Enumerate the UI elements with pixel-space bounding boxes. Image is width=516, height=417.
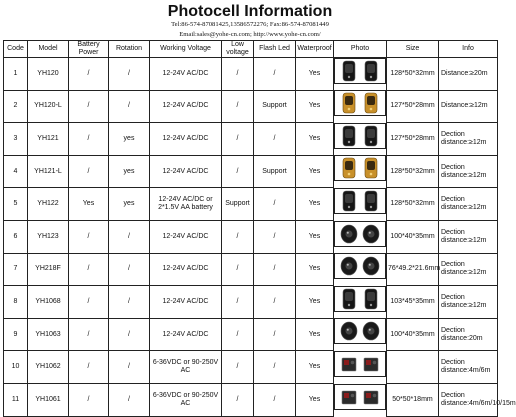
- cell-model: YH120-L: [28, 90, 69, 123]
- cell-low-voltage: /: [222, 253, 254, 286]
- table-row: [4, 155, 498, 188]
- cell-model: YH1062: [28, 351, 69, 384]
- cell-low-voltage: Support: [222, 188, 254, 221]
- cell-size: 50*50*18mm: [387, 384, 439, 417]
- sensor-receiver-icon: [361, 319, 381, 343]
- cell-model: YH123: [28, 221, 69, 254]
- cell-code: 9: [4, 318, 28, 351]
- cell-photo: [334, 286, 386, 312]
- sensor-transmitter-icon: [339, 59, 359, 83]
- sensor-receiver-icon: [361, 385, 381, 409]
- cell-photo: [334, 253, 386, 279]
- cell-photo: [334, 123, 386, 149]
- cell-size: 100*40*35mm: [387, 318, 439, 351]
- cell-working-voltage: 12-24V AC/DC: [150, 318, 222, 351]
- cell-rotation: /: [109, 351, 150, 384]
- cell-code: 7: [4, 253, 28, 286]
- cell-low-voltage: /: [222, 286, 254, 319]
- photo-image: [339, 287, 381, 311]
- cell-model: YH120: [28, 58, 69, 91]
- sensor-receiver-icon: [361, 287, 381, 311]
- cell-battery-power: /: [69, 384, 109, 417]
- sensor-transmitter-icon: [339, 156, 359, 180]
- column-header-size: Size: [387, 41, 439, 58]
- sensor-transmitter-icon: [339, 189, 359, 213]
- column-header-code: Code: [4, 41, 28, 58]
- table-row: [4, 384, 498, 417]
- cell-model: YH218F: [28, 253, 69, 286]
- sensor-transmitter-icon: [339, 319, 359, 343]
- column-header-info: Info: [439, 41, 498, 58]
- cell-flash-led: /: [254, 318, 296, 351]
- cell-rotation: /: [109, 90, 150, 123]
- cell-flash-led: /: [254, 384, 296, 417]
- sensor-receiver-icon: [361, 189, 381, 213]
- contact-email-line: Email:sales@yohe-cn.com; http://www.yohe-cn.com/: [179, 31, 321, 38]
- sensor-receiver-icon: [361, 156, 381, 180]
- cell-working-voltage: 12-24V AC/DC: [150, 253, 222, 286]
- cell-info: Dection distance:4m/6m/10/15m: [439, 384, 498, 417]
- photo-image: [339, 319, 381, 343]
- cell-waterproof: Yes: [296, 90, 334, 123]
- cell-info: Distance:≥12m: [439, 90, 498, 123]
- cell-code: 10: [4, 351, 28, 384]
- cell-waterproof: Yes: [296, 123, 334, 156]
- sensor-receiver-icon: [361, 59, 381, 83]
- column-header-rotation: Rotation: [109, 41, 150, 58]
- cell-photo: [334, 384, 386, 410]
- cell-rotation: /: [109, 286, 150, 319]
- cell-info: Dection distance:≥12m: [439, 123, 498, 156]
- sensor-receiver-icon: [361, 222, 381, 246]
- cell-low-voltage: /: [222, 351, 254, 384]
- cell-info: Distance:≥20m: [439, 58, 498, 91]
- cell-rotation: /: [109, 384, 150, 417]
- table-row: [4, 351, 498, 384]
- cell-waterproof: Yes: [296, 384, 334, 417]
- cell-size: 100*40*35mm: [387, 221, 439, 254]
- cell-flash-led: Support: [254, 155, 296, 188]
- cell-model: YH1063: [28, 318, 69, 351]
- cell-code: 6: [4, 221, 28, 254]
- cell-photo: [334, 58, 386, 84]
- cell-size: 127*50*28mm: [387, 123, 439, 156]
- cell-waterproof: Yes: [296, 318, 334, 351]
- cell-working-voltage: 6-36VDC or 90-250V AC: [150, 351, 222, 384]
- cell-low-voltage: /: [222, 155, 254, 188]
- cell-low-voltage: /: [222, 318, 254, 351]
- column-header-photo: Photo: [334, 41, 387, 58]
- cell-size: 76*49.2*21.6mm: [387, 253, 439, 286]
- cell-waterproof: Yes: [296, 58, 334, 91]
- column-header-battery-power: Battery Power: [69, 41, 109, 58]
- table-row: [4, 253, 498, 286]
- cell-info: Dection distance:≥12m: [439, 188, 498, 221]
- sensor-transmitter-icon: [339, 352, 359, 376]
- contact-phone-line: Tel:86-574-87081425,13586572276; Fax:86-574-87081449: [171, 21, 329, 28]
- cell-photo: [334, 221, 386, 247]
- sensor-transmitter-icon: [339, 287, 359, 311]
- cell-low-voltage: /: [222, 90, 254, 123]
- cell-info: Dection distance:20m: [439, 318, 498, 351]
- cell-model: YH121-L: [28, 155, 69, 188]
- photo-image: [339, 59, 381, 83]
- cell-flash-led: /: [254, 123, 296, 156]
- cell-rotation: /: [109, 318, 150, 351]
- cell-rotation: /: [109, 58, 150, 91]
- cell-rotation: /: [109, 221, 150, 254]
- cell-waterproof: Yes: [296, 286, 334, 319]
- photo-image: [339, 254, 381, 278]
- column-header-working-voltage: Working Voltage: [150, 41, 222, 58]
- cell-waterproof: Yes: [296, 188, 334, 221]
- cell-battery-power: /: [69, 155, 109, 188]
- cell-battery-power: /: [69, 318, 109, 351]
- column-header-waterproof: Waterproof: [296, 41, 334, 58]
- cell-info: Dection distance:≥12m: [439, 155, 498, 188]
- table-row: [4, 221, 498, 254]
- cell-size: 128*50*32mm: [387, 155, 439, 188]
- table-header-row: [4, 41, 498, 58]
- cell-model: YH1068: [28, 286, 69, 319]
- sensor-transmitter-icon: [339, 385, 359, 409]
- table-row: [4, 123, 498, 156]
- cell-working-voltage: 12-24V AC/DC: [150, 286, 222, 319]
- cell-code: 3: [4, 123, 28, 156]
- sensor-transmitter-icon: [339, 124, 359, 148]
- cell-flash-led: /: [254, 188, 296, 221]
- sensor-transmitter-icon: [339, 222, 359, 246]
- photo-image: [339, 385, 381, 409]
- photo-image: [339, 124, 381, 148]
- sensor-transmitter-icon: [339, 254, 359, 278]
- cell-size: 127*50*28mm: [387, 90, 439, 123]
- column-header-flash-led: Flash Led: [254, 41, 296, 58]
- photocell-table: [3, 40, 516, 417]
- photo-image: [339, 91, 381, 115]
- cell-working-voltage: 12-24V AC/DC or 2*1.5V AA battery: [150, 188, 222, 221]
- cell-photo: [334, 90, 386, 116]
- cell-waterproof: Yes: [296, 155, 334, 188]
- table-row: [4, 318, 498, 351]
- cell-low-voltage: /: [222, 221, 254, 254]
- cell-photo: [334, 318, 386, 344]
- cell-rotation: yes: [109, 123, 150, 156]
- table-row: [4, 90, 498, 123]
- cell-flash-led: /: [254, 351, 296, 384]
- sensor-receiver-icon: [361, 91, 381, 115]
- cell-waterproof: Yes: [296, 351, 334, 384]
- cell-battery-power: Yes: [69, 188, 109, 221]
- cell-low-voltage: /: [222, 58, 254, 91]
- cell-working-voltage: 12-24V AC/DC: [150, 90, 222, 123]
- cell-code: 2: [4, 90, 28, 123]
- photo-image: [339, 156, 381, 180]
- cell-battery-power: /: [69, 286, 109, 319]
- cell-flash-led: /: [254, 286, 296, 319]
- cell-code: 8: [4, 286, 28, 319]
- table-row: [4, 286, 498, 319]
- cell-code: 11: [4, 384, 28, 417]
- page-title: Photocell Information: [167, 3, 333, 20]
- cell-info: Dection distance:≥12m: [439, 253, 498, 286]
- photo-image: [339, 352, 381, 376]
- table-row: [4, 188, 498, 221]
- cell-low-voltage: /: [222, 123, 254, 156]
- cell-battery-power: /: [69, 351, 109, 384]
- photo-image: [339, 189, 381, 213]
- cell-photo: [334, 351, 386, 377]
- column-header-low-voltage: Low voltage: [222, 41, 254, 58]
- cell-battery-power: /: [69, 123, 109, 156]
- cell-size: 128*50*32mm: [387, 58, 439, 91]
- cell-waterproof: Yes: [296, 221, 334, 254]
- sensor-receiver-icon: [361, 352, 381, 376]
- sensor-receiver-icon: [361, 124, 381, 148]
- photo-image: [339, 222, 381, 246]
- cell-rotation: yes: [109, 188, 150, 221]
- cell-code: 4: [4, 155, 28, 188]
- cell-rotation: yes: [109, 155, 150, 188]
- column-header-model: Model: [28, 41, 69, 58]
- cell-battery-power: /: [69, 90, 109, 123]
- cell-working-voltage: 12-24V AC/DC: [150, 123, 222, 156]
- sensor-receiver-icon: [361, 254, 381, 278]
- cell-working-voltage: 6-36VDC or 90-250V AC: [150, 384, 222, 417]
- cell-working-voltage: 12-24V AC/DC: [150, 221, 222, 254]
- cell-model: YH121: [28, 123, 69, 156]
- cell-flash-led: /: [254, 253, 296, 286]
- cell-size: 128*50*32mm: [387, 188, 439, 221]
- cell-rotation: /: [109, 253, 150, 286]
- cell-info: Dection distance:≥12m: [439, 286, 498, 319]
- cell-battery-power: /: [69, 253, 109, 286]
- cell-photo: [334, 155, 386, 181]
- cell-info: Dection distance:≥12m: [439, 221, 498, 254]
- cell-code: 5: [4, 188, 28, 221]
- cell-code: 1: [4, 58, 28, 91]
- cell-waterproof: Yes: [296, 253, 334, 286]
- cell-photo: [334, 188, 386, 214]
- cell-flash-led: /: [254, 58, 296, 91]
- cell-flash-led: Support: [254, 90, 296, 123]
- cell-model: YH1061: [28, 384, 69, 417]
- cell-low-voltage: /: [222, 384, 254, 417]
- cell-flash-led: /: [254, 221, 296, 254]
- cell-info: Dection distance:4m/6m: [439, 351, 498, 384]
- sensor-transmitter-icon: [339, 91, 359, 115]
- cell-size: [387, 351, 439, 384]
- cell-battery-power: /: [69, 221, 109, 254]
- cell-size: 103*45*35mm: [387, 286, 439, 319]
- cell-battery-power: /: [69, 58, 109, 91]
- table-row: [4, 58, 498, 91]
- cell-working-voltage: 12-24V AC/DC: [150, 155, 222, 188]
- cell-model: YH122: [28, 188, 69, 221]
- cell-working-voltage: 12-24V AC/DC: [150, 58, 222, 91]
